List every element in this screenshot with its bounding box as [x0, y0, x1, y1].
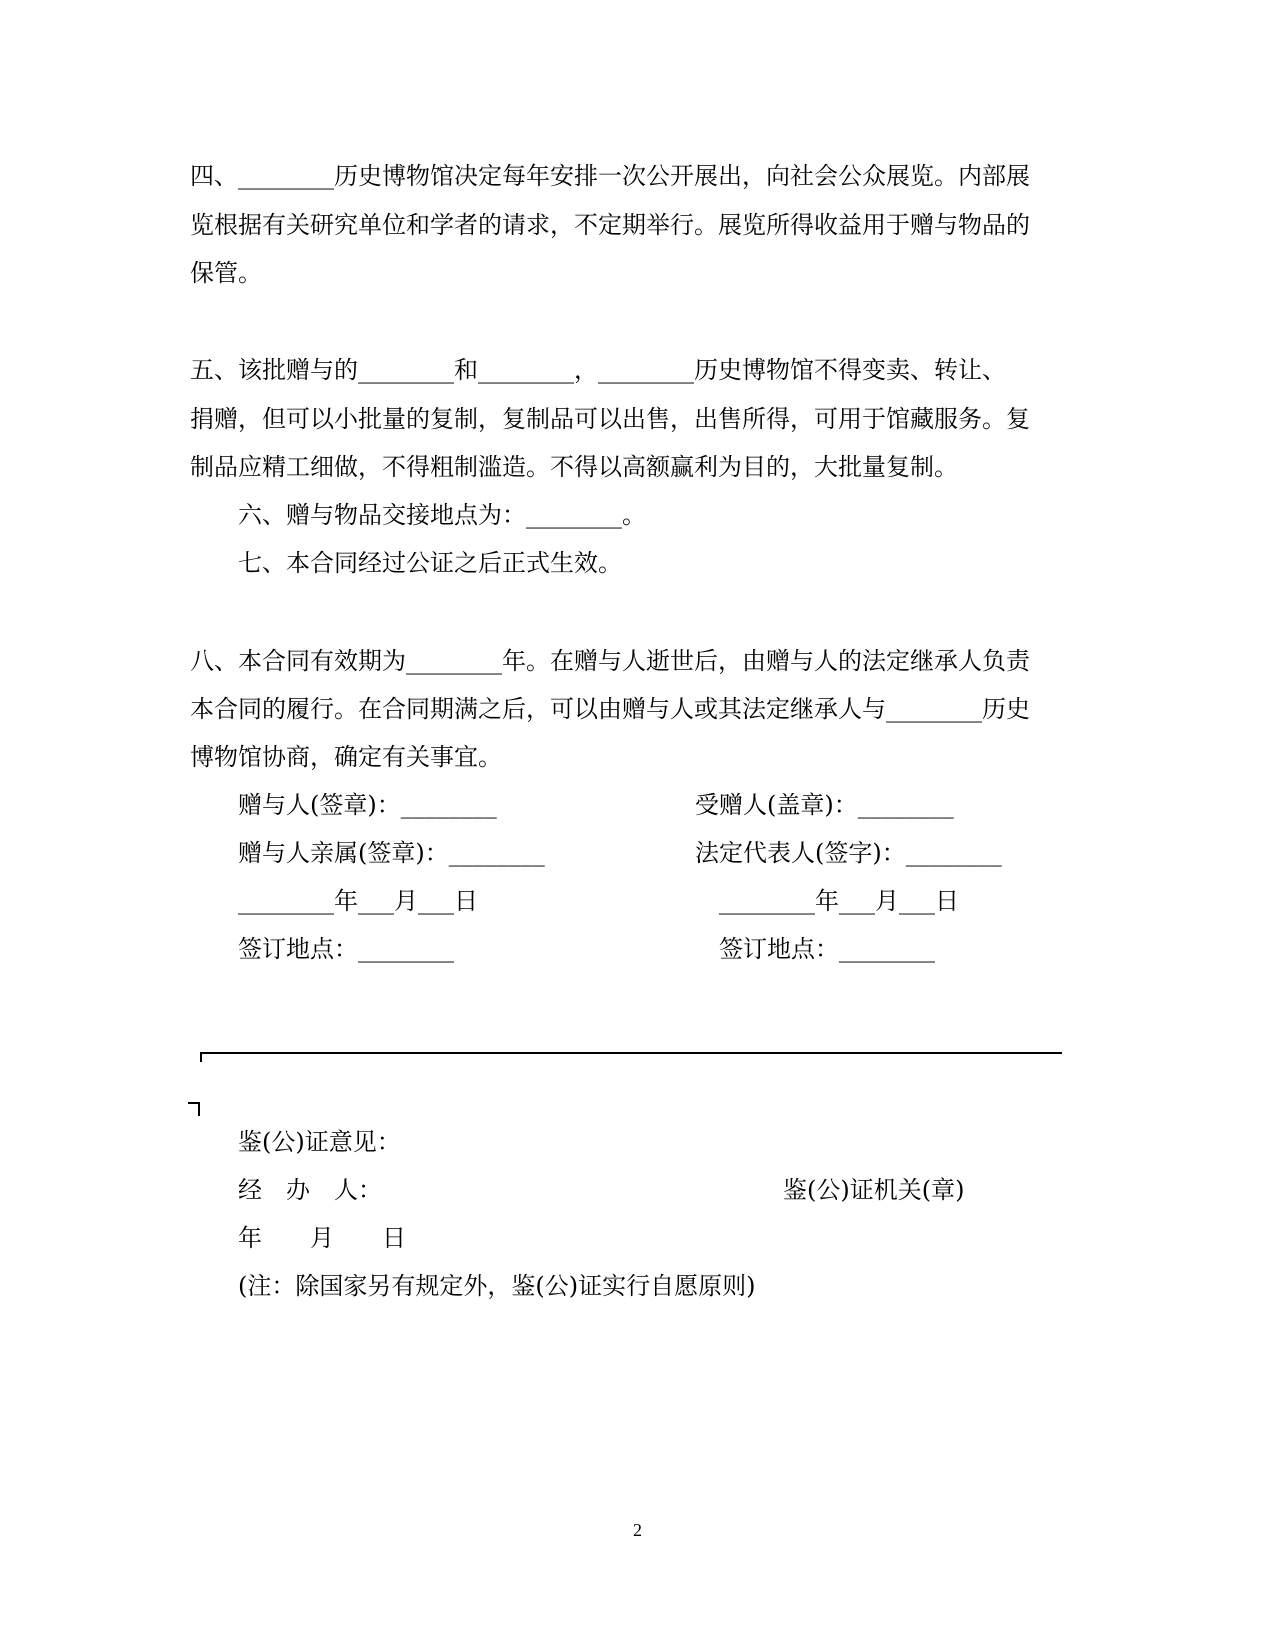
legal-representative-signature: 法定代表人(签字)：________ — [695, 839, 1002, 867]
notary-authority: 鉴(公)证机关(章) — [783, 1176, 965, 1204]
donee-date: ________年___月___日 — [719, 887, 959, 915]
page-number: 2 — [633, 1520, 642, 1540]
donor-signing-place: 签订地点：________ — [238, 935, 454, 963]
section-8-line-3: 博物馆协商，确定有关事宜。 — [190, 743, 502, 771]
section-5-line-1: 五、该批赠与的________和________，________历史博物馆不得变卖、转让、 — [190, 356, 1006, 384]
donor-signature: 赠与人(签章)：________ — [238, 791, 497, 819]
section-4-line-1: 四、________历史博物馆决定每年安排一次公开展出，向社会公众展览。内部展 — [190, 162, 1030, 190]
donee-signing-place: 签订地点：________ — [719, 935, 935, 963]
section-5-line-2: 捐赠，但可以小批量的复制，复制品可以出售，出售所得，可用于馆藏服务。复 — [190, 405, 1030, 433]
section-7: 七、本合同经过公证之后正式生效。 — [238, 549, 622, 577]
section-4-line-2: 览根据有关研究单位和学者的请求，不定期举行。展览所得收益用于赠与物品的 — [190, 211, 1030, 239]
section-8-line-2: 本合同的履行。在合同期满之后，可以由赠与人或其法定继承人与________历史 — [190, 695, 1030, 723]
section-6: 六、赠与物品交接地点为：________。 — [238, 501, 646, 529]
notary-date: 年 月 日 — [238, 1224, 406, 1252]
donor-relative-signature: 赠与人亲属(签章)：________ — [238, 839, 545, 867]
notary-separator-rule — [200, 1052, 1062, 1054]
donor-date: ________年___月___日 — [238, 887, 478, 915]
separator-corner-top-left — [200, 1052, 210, 1062]
notary-handler: 经 办 人： — [238, 1176, 382, 1204]
section-5-line-3: 制品应精工细做，不得粗制滥造。不得以高额赢利为目的，大批量复制。 — [190, 453, 958, 481]
section-4-line-3: 保管。 — [190, 259, 262, 287]
separator-corner-bottom-left — [188, 1102, 200, 1116]
notary-note: (注：除国家另有规定外，鉴(公)证实行自愿原则) — [238, 1272, 756, 1300]
section-8-line-1: 八、本合同有效期为________年。在赠与人逝世后，由赠与人的法定继承人负责 — [190, 647, 1030, 675]
notary-opinion: 鉴(公)证意见： — [238, 1128, 401, 1156]
donee-seal: 受赠人(盖章)：________ — [695, 791, 954, 819]
